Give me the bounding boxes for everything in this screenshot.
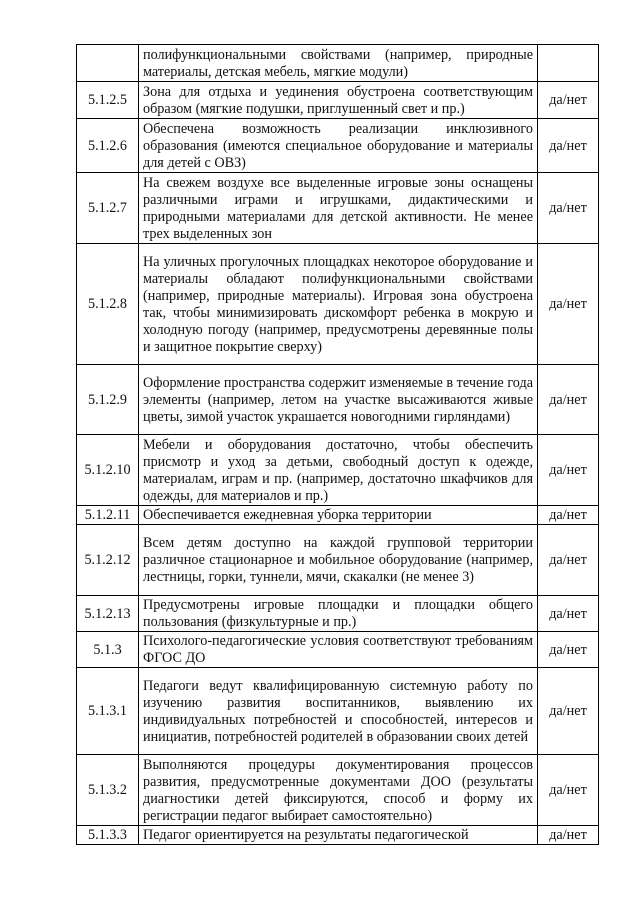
criterion-text: Предусмотрены игровые площадки и площадки общего пользования (физкультурные и пр.) [139, 596, 538, 632]
criterion-answer: да/нет [538, 506, 599, 525]
criterion-code: 5.1.2.11 [77, 506, 139, 525]
table-row [77, 826, 599, 845]
table-row [77, 755, 599, 826]
criteria-table [76, 44, 599, 845]
criterion-text: Психолого-педагогические условия соответствуют требованиям ФГОС ДО [139, 632, 538, 668]
criterion-code: 5.1.3.3 [77, 826, 139, 845]
criterion-text: Всем детям доступно на каждой групповой территории различное стационарное и мобильное оборудование (например, лестницы, горки, туннели, мячи, скакалки (не менее 3) [139, 525, 538, 596]
criterion-text: Педагог ориентируется на результаты педагогической [139, 826, 538, 845]
criterion-answer: да/нет [538, 755, 599, 826]
criterion-text: Педагоги ведут квалифицированную системную работу по изучению развития воспитанников, выявлению их индивидуальных потребностей и способностей, интересов и инициатив, потребностей родителей в образовании своих детей [139, 668, 538, 755]
criterion-code: 5.1.3 [77, 632, 139, 668]
table-row [77, 173, 599, 244]
criterion-text: Выполняются процедуры документирования процессов развития, предусмотренные документами ДОО (результаты диагностики детей фиксируются, способ и форму их регистрации педагог выбирает самостоятельно) [139, 755, 538, 826]
criterion-answer: да/нет [538, 596, 599, 632]
criterion-code: 5.1.3.1 [77, 668, 139, 755]
table-row [77, 525, 599, 596]
criterion-answer: да/нет [538, 365, 599, 435]
criterion-answer: да/нет [538, 82, 599, 119]
table-row [77, 244, 599, 365]
criterion-answer: да/нет [538, 435, 599, 506]
criterion-code: 5.1.2.5 [77, 82, 139, 119]
table-row [77, 82, 599, 119]
criterion-answer [538, 45, 599, 82]
table-row [77, 435, 599, 506]
criterion-code: 5.1.2.7 [77, 173, 139, 244]
criterion-text: На уличных прогулочных площадках некоторое оборудование и материалы обладают полифункциональными свойствами (например, природные материалы). Игровая зона обустроена так, чтобы минимизировать дискомфорт ребенка в мокрую и холодную погоду (например, предусмотрены деревянные полы и защитное покрытие сверху) [139, 244, 538, 365]
table-row [77, 365, 599, 435]
criterion-text: Обеспечивается ежедневная уборка территории [139, 506, 538, 525]
criterion-answer: да/нет [538, 668, 599, 755]
criterion-answer: да/нет [538, 244, 599, 365]
criterion-text: полифункциональными свойствами (например, природные материалы, детская мебель, мягкие модули) [139, 45, 538, 82]
table-row [77, 668, 599, 755]
criterion-code [77, 45, 139, 82]
table-row [77, 632, 599, 668]
table-row [77, 506, 599, 525]
criterion-text: Обеспечена возможность реализации инклюзивного образования (имеются специальное оборудование и материалы для детей с ОВЗ) [139, 119, 538, 173]
criterion-text: Мебели и оборудования достаточно, чтобы обеспечить присмотр и уход за детьми, свободный доступ к одежде, материалам, играм и пр. (например, достаточно шкафчиков для одежды, для материалов и пр.) [139, 435, 538, 506]
criterion-answer: да/нет [538, 119, 599, 173]
criterion-code: 5.1.2.10 [77, 435, 139, 506]
criterion-code: 5.1.2.6 [77, 119, 139, 173]
criterion-answer: да/нет [538, 173, 599, 244]
criterion-code: 5.1.2.12 [77, 525, 139, 596]
criterion-answer: да/нет [538, 632, 599, 668]
criterion-answer: да/нет [538, 826, 599, 845]
criterion-code: 5.1.2.8 [77, 244, 139, 365]
criterion-answer: да/нет [538, 525, 599, 596]
table-row [77, 119, 599, 173]
table-row [77, 45, 599, 82]
criterion-text: Зона для отдыха и уединения обустроена соответствующим образом (мягкие подушки, приглушенный свет и пр.) [139, 82, 538, 119]
criterion-text: Оформление пространства содержит изменяемые в течение года элементы (например, летом на участке высаживаются живые цветы, зимой участок украшается новогодними гирляндами) [139, 365, 538, 435]
criterion-code: 5.1.3.2 [77, 755, 139, 826]
table-row [77, 596, 599, 632]
criterion-text: На свежем воздухе все выделенные игровые зоны оснащены различными играми и игрушками, дидактическими и природными материалами для детской активности. Не менее трех выделенных зон [139, 173, 538, 244]
criterion-code: 5.1.2.9 [77, 365, 139, 435]
criterion-code: 5.1.2.13 [77, 596, 139, 632]
